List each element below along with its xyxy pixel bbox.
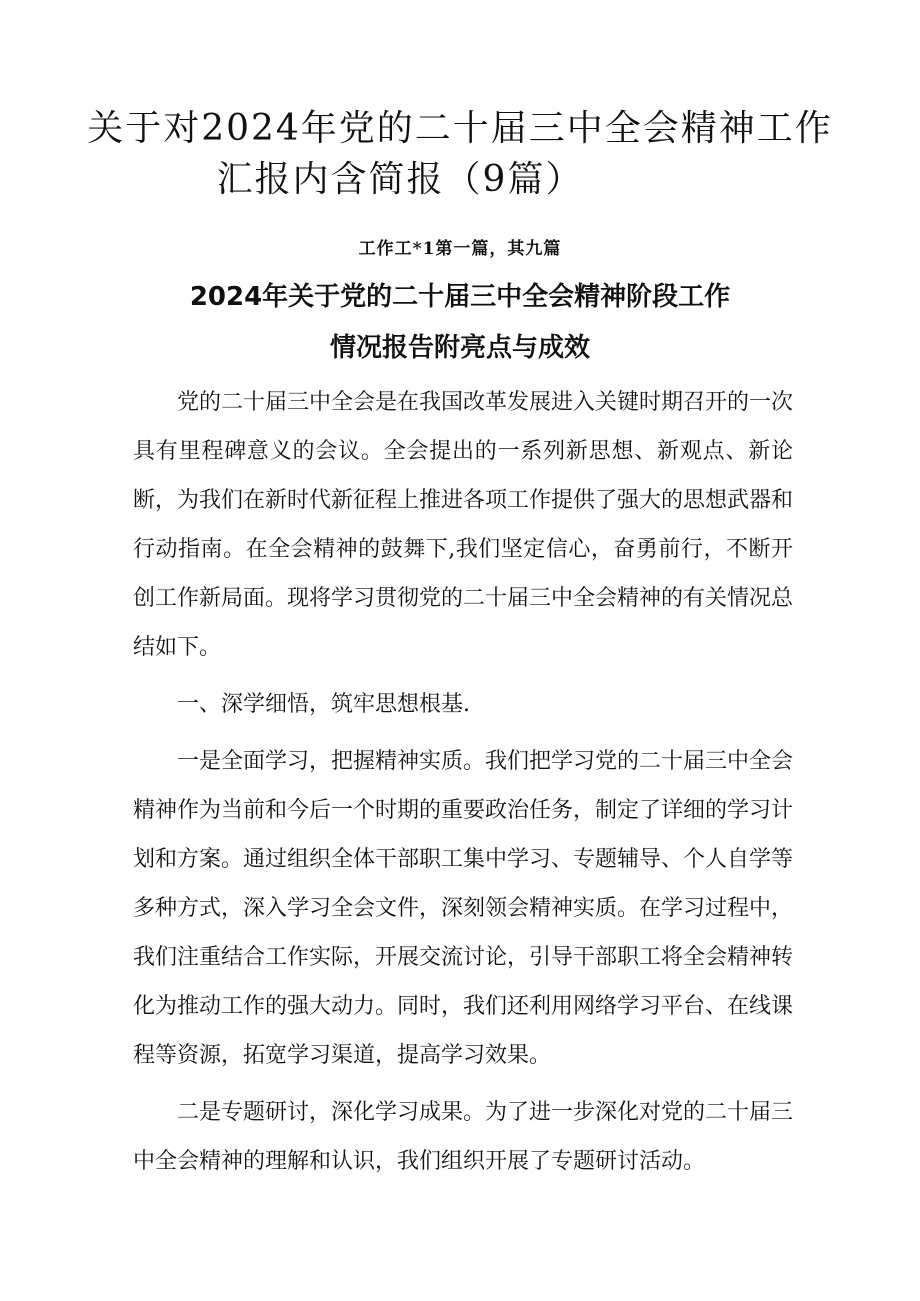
paragraph-study: 一是全面学习，把握精神实质。我们把学习党的二十届三中全会精神作为当前和今后一个时期的重要政治任务，制定了详细的学习计划和方案。通过组织全体干部职工集中学习、专题辅导、个人自学等多种方式，深入学习全会文件，深刻领会精神实质。在学习过程中，我们注重结合工作实际，开展交流讨论，引导干部职工将全会精神转化为推动工作的强大动力。同时，我们还利用网络学习平台、在线课程等资源，拓宽学习渠道，提高学习效果。 bbox=[133, 749, 794, 1068]
report-title-line-2: 情况报告附亮点与成效 bbox=[329, 333, 590, 363]
section-heading-1: 一、深学细悟，筑牢思想根基. bbox=[177, 692, 470, 717]
document-subtitle: 工作工*1第一篇，其九篇 bbox=[358, 239, 562, 259]
paragraph-intro: 党的二十届三中全会是在我国改革发展进入关键时期召开的一次具有里程碑意义的会议。全会提出的一系列新思想、新观点、新论断，为我们在新时代新征程上推进各项工作提供了强大的思想武器和行动指南。在全会精神的鼓舞下,我们坚定信心，奋勇前行，不断开创工作新局面。现将学习贯彻党的二十届三中全会精神的有关情况总结如下。 bbox=[133, 390, 794, 660]
document-title-line-1: 关于对2024年党的二十届三中全会精神工作 bbox=[87, 108, 833, 149]
document-title-line-2: 汇报内含简报（9篇） bbox=[216, 159, 584, 200]
paragraph-seminar: 二是专题研讨，深化学习成果。为了进一步深化对党的二十届三中全会精神的理解和认识，我们组织开展了专题研讨活动。 bbox=[133, 1100, 794, 1174]
report-title-line-1: 2024年关于党的二十届三中全会精神阶段工作 bbox=[189, 282, 731, 312]
document-body bbox=[133, 378, 793, 1186]
